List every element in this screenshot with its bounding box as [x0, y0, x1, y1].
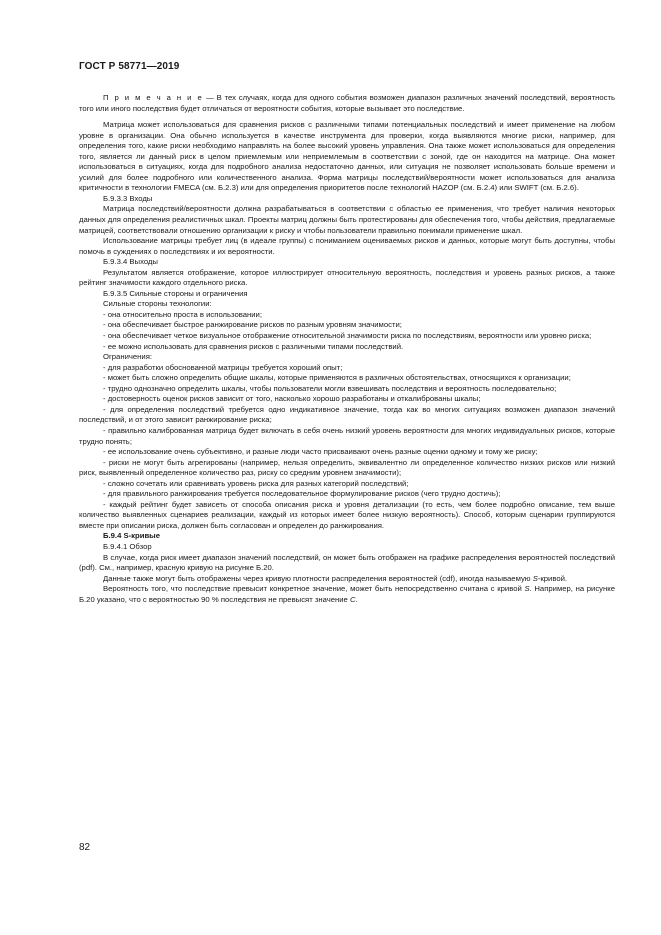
limits-item: - для определения последствий требуется одно индикативное значение, тогда как во многих ситуациях возможен диапазон значений последствий, и от этого зависит ранжирование риска; — [79, 404, 615, 425]
document-body — [79, 93, 615, 605]
limits-item: - для правильного ранжирования требуется последовательное формулирование рисков (чего трудно достичь); — [103, 489, 501, 499]
limits-intro: Ограничения: — [103, 352, 152, 362]
section-heading-inputs: Б.9.3.3 Входы — [103, 193, 153, 203]
note-label: П р и м е ч а н и е — [103, 93, 204, 102]
paragraph-outputs-1: Результатом является отображение, которое иллюстрирует относительную вероятность, последствия и уровень разных рисков, а также рейтинг значимости каждого отдельного риска. — [79, 267, 615, 288]
section-heading-s-curves: Б.9.4 S-кривые — [103, 531, 161, 541]
limits-item: - трудно однозначно определить шкалы, чтобы пользователи могли взвешивать последствия и вероятность последовательно; — [103, 383, 557, 393]
paragraph-matrix-use: Матрица может использоваться для сравнения рисков с различными типами потенциальных последствий и имеет применение на любом уровне в организации. Она обычно используется в качестве инструмента для проверки, когда выявляются многие риски, например, для определения того, какие риски необходимо направлять на более высокий уровень управления. Она также может использоваться для определения того, является ли данный риск в целом приемлемым или неприемлемым в соответствии с зоной, где он находится на матрице. Она может использоваться в ситуациях, когда для подробного анализа недостаточно данных, или ситуация не позволяет использовать больше времени и усилий для более подробного или количественного анализа. Форма матрицы последствий/вероятности может использоваться для анализа критичности в технологии FMECA (см. Б.2.3) или для определения приоритетов после технологий HAZOP (см. Б.2.4) или SWIFT (см. Б.2.6). — [79, 120, 615, 193]
paragraph-inputs-2: Использование матрицы требует лиц (в идеале группы) с пониманием оцениваемых рисков и данных, которые могут быть доступны, чтобы помочь в суждениях о последствиях и их вероятности. — [79, 236, 615, 256]
limits-item: - достоверность оценок рисков зависит от того, насколько хорошо разработаны и откалиброваны шкалы; — [103, 394, 481, 404]
strengths-item: - ее можно использовать для сравнения рисков с различными типами последствий. — [103, 341, 404, 351]
section-heading-strengths: Б.9.3.5 Сильные стороны и ограничения — [103, 288, 248, 298]
section-heading-overview: Б.9.4.1 Обзор — [103, 541, 152, 551]
document-header: ГОСТ Р 58771—2019 — [79, 61, 180, 72]
limits-item: - может быть сложно определить общие шкалы, которые применяются в различных обстоятельствах, относящихся к организации; — [103, 373, 571, 383]
paragraph-inputs-1: Матрица последствий/вероятности должна разрабатываться в соответствии с областью ее применения, что требует наличия некоторых данных для определения реалистичных шкал. Проекты матриц должны быть протестированы для обеспечения того, чтобы действия, предлагаемые матрицей, соответствовали отношению организации к риску и чтобы пользователи правильно понимали применение шкал. — [79, 204, 615, 235]
limits-item: - правильно калиброванная матрица будет включать в себя очень низкий уровень вероятности для многих индивидуальных рисков, которые трудно понять; — [79, 425, 615, 446]
strengths-intro: Сильные стороны технологии: — [103, 299, 212, 309]
limits-item: - сложно сочетать или сравнивать уровень риска для разных категорий последствий; — [103, 478, 409, 488]
limits-item: - риски не могут быть агрегированы (например, нельзя определить, эквивалентно ли определенное количество низких рисков или низкий риск, выявленный определенное количество раз, риску со средним уровнем значимости); — [79, 457, 615, 478]
section-heading-outputs: Б.9.3.4 Выходы — [103, 257, 158, 267]
paragraph-overview-1: В случае, когда риск имеет диапазон значений последствий, он может быть отображен на графике распределения вероятностей последствий (pdf). См., например, красную кривую на рисунке Б.20. — [79, 552, 615, 573]
strengths-item: - она относительно проста в использовании; — [103, 309, 262, 319]
paragraph-overview-3: Вероятность того, что последствие превысит конкретное значение, может быть непосредственно считана с кривой S. Например, на рисунке Б.20 указано, что с вероятностью 90 % последствия не превысят значение С. — [79, 584, 616, 604]
limits-item: - для разработки обоснованной матрицы требуется хороший опыт; — [103, 362, 343, 372]
paragraph-overview-2: Данные также могут быть отображены через кривую плотности распределения вероятностей (cdf), иногда называемую S-кривой. — [103, 573, 568, 583]
page-number: 82 — [79, 842, 91, 853]
note-text: — В тех случаях, когда для одного события возможен диапазон различных значений последствий, вероятность того или иного последствия будет отличаться от вероятности события, которые вызывает это последствие. — [79, 93, 615, 113]
limits-item: - ее использование очень субъективно, и разные люди часто присваивают очень разные оценки одному и тому же риску; — [103, 447, 538, 457]
limits-item: - каждый рейтинг будет зависеть от способа описания риска и уровня детализации (то есть, чем более подробно описание, тем выше количество выявленных сценариев реализации, каждый из которых имеет более низкую вероятность). Способ, которым сценарии группируются вместе при описании риска, должен быть согласован и определен до ранжирования. — [79, 499, 615, 530]
strengths-item: - она обеспечивает быстрое ранжирование рисков по разным уровням значимости; — [103, 320, 402, 330]
note-paragraph — [79, 93, 615, 114]
strengths-item: - она обеспечивает четкое визуальное отображение относительной значимости риска по последствиям, вероятности или уровню риска; — [103, 331, 592, 341]
